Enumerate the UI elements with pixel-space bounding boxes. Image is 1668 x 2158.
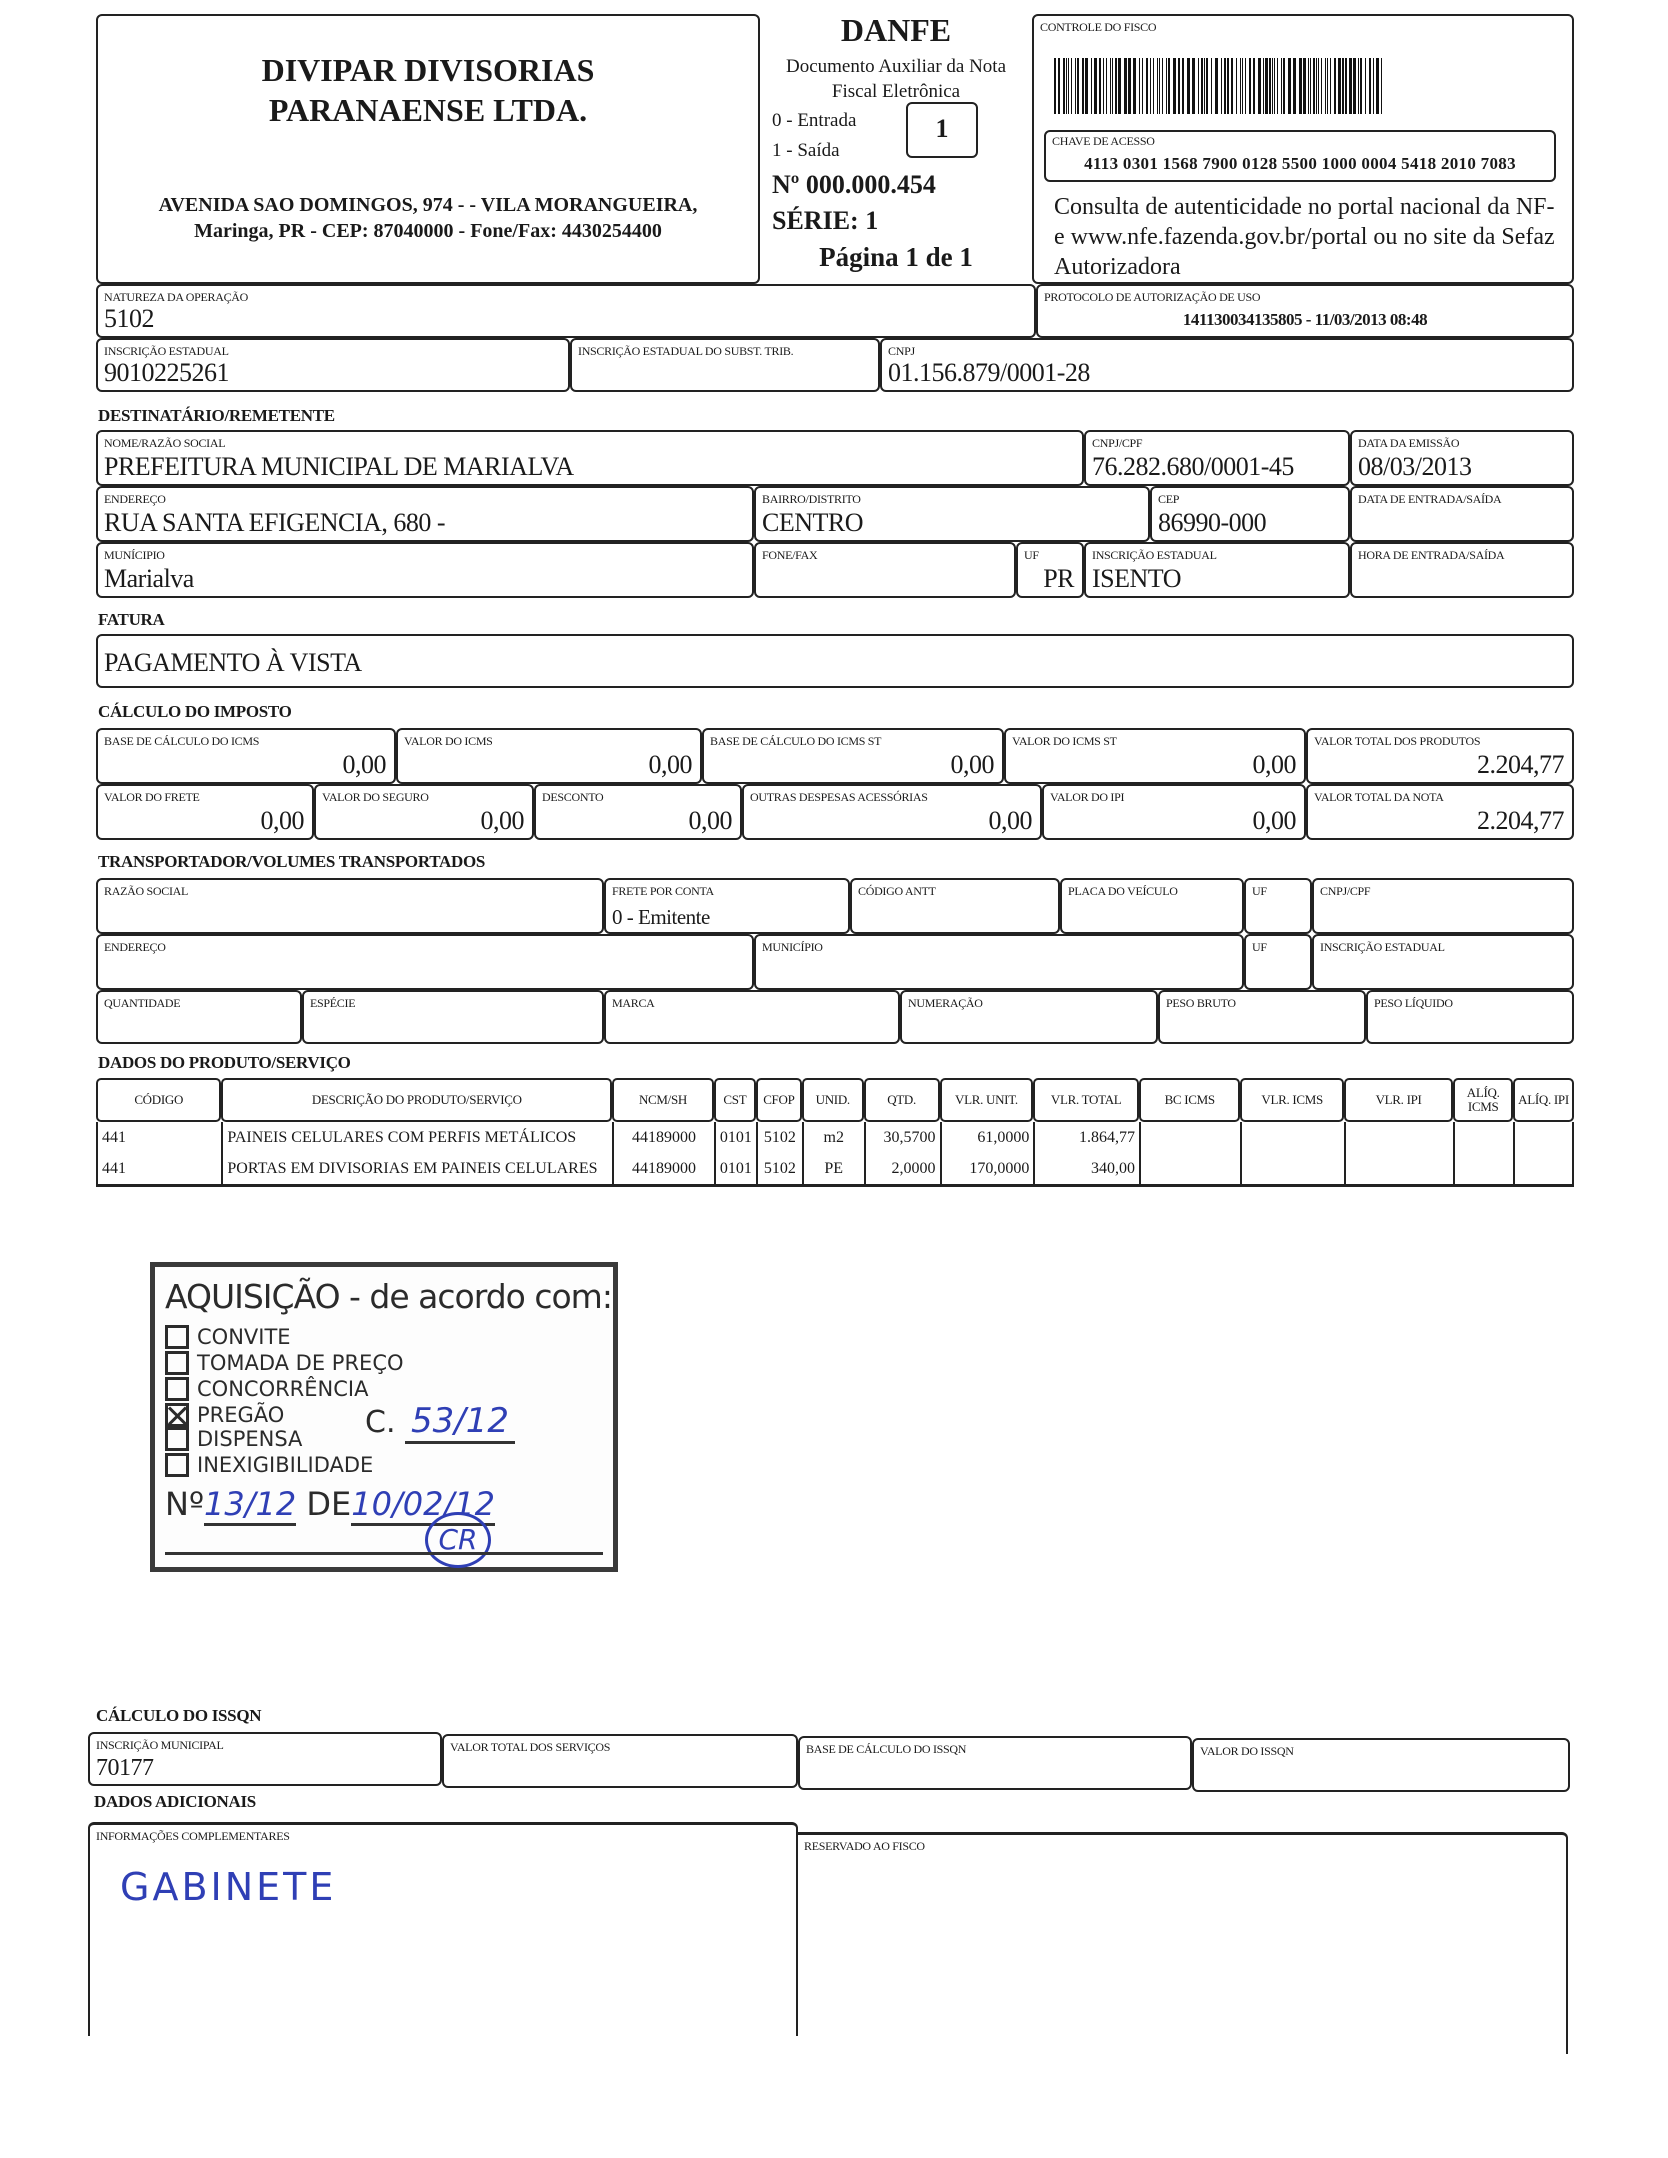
danfe-title: DANFE (840, 12, 952, 48)
dest-ie-field: INSCRIÇÃO ESTADUAL ISENTO (1084, 542, 1350, 598)
checkbox-checked-icon (165, 1403, 189, 1427)
imposto-valor-icms-st: VALOR DO ICMS ST 0,00 (1004, 728, 1306, 784)
dest-cnpj-field: CNPJ/CPF 76.282.680/0001-45 (1084, 430, 1350, 486)
checkbox-icon (165, 1325, 189, 1349)
transp-endereco-field: ENDEREÇO (96, 934, 754, 990)
col-aliq-ipi: ALÍQ. IPI (1513, 1078, 1574, 1122)
protocolo-field: PROTOCOLO DE AUTORIZAÇÃO DE USO 141130034135805 - 11/03/2013 08:48 (1036, 284, 1574, 338)
issqn-inscricao-field: INSCRIÇÃO MUNICIPAL 70177 (88, 1732, 442, 1786)
checkbox-icon (165, 1351, 189, 1375)
handwritten-c-value: 53/12 (405, 1401, 515, 1444)
dest-endereco-field: ENDEREÇO RUA SANTA EFIGENCIA, 680 - (96, 486, 754, 542)
transp-uf2-field: UF (1244, 934, 1312, 990)
stamp-option-inexigibilidade: INEXIGIBILIDADE (165, 1453, 373, 1477)
issuer-name: DIVIPAR DIVISORIAS PARANAENSE LTDA. (261, 52, 595, 128)
acquisition-stamp (150, 1262, 618, 1572)
issqn-section-title: CÁLCULO DO ISSQN (96, 1706, 262, 1725)
stamp-n-number: Nº13/12 DE10/02/12 (165, 1485, 495, 1523)
adicionais-section-title: DADOS ADICIONAIS (94, 1792, 256, 1811)
issqn-total-servicos-field: VALOR TOTAL DOS SERVIÇOS (442, 1734, 798, 1788)
entry-exit-legend: 0 - Entrada 1 - Saída (772, 110, 857, 161)
operation-type-box: 1 (906, 102, 978, 158)
handwritten-n-value: 13/12 (204, 1485, 296, 1526)
transp-cnpj-field: CNPJ/CPF (1312, 878, 1574, 934)
stamp-option-tomada-preco: TOMADA DE PREÇO (165, 1351, 404, 1375)
produtos-section-title: DADOS DO PRODUTO/SERVIÇO (98, 1053, 351, 1072)
col-cst: CST (714, 1078, 756, 1122)
reservado-fisco-box: RESERVADO AO FISCO (798, 1832, 1568, 2054)
imposto-valor-icms: VALOR DO ICMS 0,00 (396, 728, 702, 784)
dest-hora-field: HORA DE ENTRADA/SAÍDA (1350, 542, 1574, 598)
ie-subst-trib-field: INSCRIÇÃO ESTADUAL DO SUBST. TRIB. (570, 338, 880, 392)
col-qtd: QTD. (864, 1078, 940, 1122)
imposto-seguro: VALOR DO SEGURO 0,00 (314, 784, 534, 840)
dest-entrada-saida-field: DATA DE ENTRADA/SAÍDA (1350, 486, 1574, 542)
table-row: 441 PAINEIS CELULARES COM PERFIS METÁLICOS 44189000 0101 5102 m2 30,5700 61,0000 1.864,77 (96, 1122, 1574, 1153)
transp-numeracao-field: NUMERAÇÃO (900, 990, 1158, 1044)
dest-uf-field: UF PR (1016, 542, 1084, 598)
imposto-desconto: DESCONTO 0,00 (534, 784, 742, 840)
handwritten-gabinete: GABINETE (120, 1865, 337, 1909)
transp-peso-bruto-field: PESO BRUTO (1158, 990, 1366, 1044)
stamp-option-convite: CONVITE (165, 1325, 291, 1349)
fisco-box (1032, 14, 1574, 284)
issuer-address: AVENIDA SAO DOMINGOS, 974 - - VILA MORANGUEIRA, Maringa, PR - CEP: 87040000 - Fone/Fax: 4430254400 (158, 194, 698, 242)
dest-cep-field: CEP 86990-000 (1150, 486, 1350, 542)
checkbox-icon (165, 1377, 189, 1401)
col-codigo: CÓDIGO (96, 1078, 221, 1122)
consulta-text: Consulta de autenticidade no portal nacional da NF-e www.nfe.fazenda.gov.br/portal ou no site da Sefaz Autorizadora (1054, 194, 1555, 280)
invoice-series: SÉRIE: 1 (772, 206, 879, 235)
chave-acesso-box (1044, 130, 1556, 182)
transp-marca-field: MARCA (604, 990, 900, 1044)
dest-bairro-field: BAIRRO/DISTRITO CENTRO (754, 486, 1150, 542)
imposto-frete: VALOR DO FRETE 0,00 (96, 784, 314, 840)
col-ncm: NCM/SH (612, 1078, 714, 1122)
transportador-section-title: TRANSPORTADOR/VOLUMES TRANSPORTADOS (98, 852, 486, 871)
stamp-option-concorrencia: CONCORRÊNCIA (165, 1377, 368, 1401)
transp-razao-field: RAZÃO SOCIAL (96, 878, 604, 934)
checkbox-icon (165, 1427, 189, 1451)
dest-municipio-field: MUNÍCIPIO Marialva (96, 542, 754, 598)
issqn-valor-field: VALOR DO ISSQN (1192, 1738, 1570, 1792)
transp-especie-field: ESPÉCIE (302, 990, 604, 1044)
dest-emissao-field: DATA DA EMISSÃO 08/03/2013 (1350, 430, 1574, 486)
imposto-total-nota: VALOR TOTAL DA NOTA 2.204,77 (1306, 784, 1574, 840)
imposto-outras-despesas: OUTRAS DESPESAS ACESSÓRIAS 0,00 (742, 784, 1042, 840)
issqn-base-field: BASE DE CÁLCULO DO ISSQN (798, 1736, 1192, 1790)
cnpj-field: CNPJ 01.156.879/0001-28 (880, 338, 1574, 392)
stamp-option-pregao: PREGÃO (165, 1403, 284, 1427)
danfe-subtitle: Documento Auxiliar da Nota Fiscal Eletrônica (785, 56, 1007, 102)
info-complementares-box: INFORMAÇÕES COMPLEMENTARES GABINETE (88, 1822, 798, 2036)
controle-fisco-label: CONTROLE DO FISCO (1040, 20, 1157, 34)
transp-antt-field: CÓDIGO ANTT (850, 878, 1060, 934)
transp-municipio-field: MUNICÍPIO (754, 934, 1244, 990)
page-indicator: Página 1 de 1 (819, 242, 973, 272)
col-descricao: DESCRIÇÃO DO PRODUTO/SERVIÇO (221, 1078, 612, 1122)
products-header-row (96, 1078, 1574, 1122)
transp-placa-field: PLACA DO VEÍCULO (1060, 878, 1244, 934)
chave-acesso-label: CHAVE DE ACESSO (1052, 134, 1155, 148)
col-vlr-ipi: VLR. IPI (1344, 1078, 1453, 1122)
handwritten-date: 10/02/12 (351, 1485, 495, 1526)
imposto-section-title: CÁLCULO DO IMPOSTO (98, 702, 292, 721)
imposto-base-icms: BASE DE CÁLCULO DO ICMS 0,00 (96, 728, 396, 784)
destinatario-section-title: DESTINATÁRIO/REMETENTE (98, 406, 335, 425)
dest-nome-field: NOME/RAZÃO SOCIAL PREFEITURA MUNICIPAL DE MARIALVA (96, 430, 1084, 486)
issuer-box (96, 14, 760, 284)
fatura-section-title: FATURA (98, 610, 165, 629)
barcode-icon (1054, 58, 1534, 114)
col-vlr-icms: VLR. ICMS (1240, 1078, 1343, 1122)
table-row: 441 PORTAS EM DIVISORIAS EM PAINEIS CELULARES 44189000 0101 5102 PE 2,0000 170,0000 340,00 (96, 1153, 1574, 1187)
transp-quantidade-field: QUANTIDADE (96, 990, 302, 1044)
col-vlr-unit: VLR. UNIT. (940, 1078, 1034, 1122)
imposto-ipi: VALOR DO IPI 0,00 (1042, 784, 1306, 840)
col-unid: UNID. (802, 1078, 864, 1122)
products-table (96, 1078, 1574, 1187)
imposto-base-icms-st: BASE DE CÁLCULO DO ICMS ST 0,00 (702, 728, 1004, 784)
imposto-total-produtos: VALOR TOTAL DOS PRODUTOS 2.204,77 (1306, 728, 1574, 784)
transp-uf-field: UF (1244, 878, 1312, 934)
natureza-operacao-field: NATUREZA DA OPERAÇÃO 5102 (96, 284, 1036, 338)
handwritten-initials: CR (425, 1512, 491, 1568)
col-bc-icms: BC ICMS (1139, 1078, 1240, 1122)
invoice-number: Nº 000.000.454 (772, 170, 936, 199)
col-vlr-total: VLR. TOTAL (1033, 1078, 1139, 1122)
stamp-c-number: C. 53/12 (365, 1401, 515, 1441)
inscricao-estadual-field: INSCRIÇÃO ESTADUAL 9010225261 (96, 338, 570, 392)
stamp-signature-line (165, 1552, 603, 1555)
stamp-title: AQUISIÇÃO - de acordo com: (165, 1277, 612, 1316)
transp-ie-field: INSCRIÇÃO ESTADUAL (1312, 934, 1574, 990)
transp-peso-liquido-field: PESO LÍQUIDO (1366, 990, 1574, 1044)
stamp-option-dispensa: DISPENSA (165, 1427, 302, 1451)
chave-acesso-value: 4113 0301 1568 7900 0128 5500 1000 0004 5418 2010 7083 (1084, 154, 1516, 173)
dest-fone-field: FONE/FAX (754, 542, 1016, 598)
danfe-block (760, 10, 1032, 284)
col-cfop: CFOP (756, 1078, 802, 1122)
checkbox-icon (165, 1453, 189, 1477)
col-aliq-icms: ALÍQ. ICMS (1453, 1078, 1513, 1122)
transp-frete-field: FRETE POR CONTA 0 - Emitente (604, 878, 850, 934)
fatura-field: PAGAMENTO À VISTA (96, 634, 1574, 688)
